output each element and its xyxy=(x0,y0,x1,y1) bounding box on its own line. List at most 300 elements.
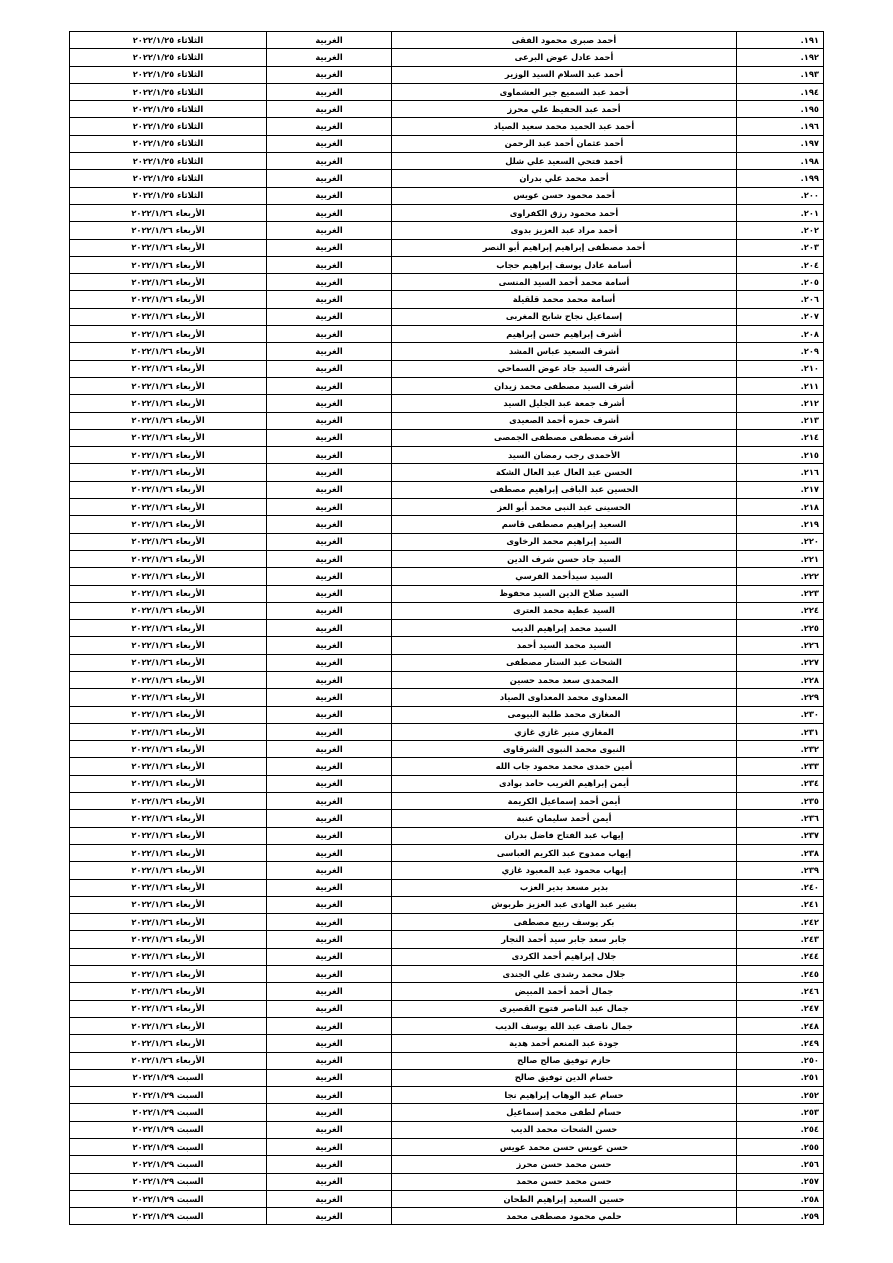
row-governorate: الغربية xyxy=(267,1087,392,1104)
table-row xyxy=(70,1052,824,1069)
row-number: ٢٠٦. xyxy=(737,291,824,308)
row-name: حسام الدين توفيق صالح xyxy=(392,1069,737,1086)
row-name: أحمد محمود رزق الكفراوى xyxy=(392,204,737,221)
table-row xyxy=(70,1017,824,1034)
table-row xyxy=(70,481,824,498)
names-table-body xyxy=(70,32,824,1225)
row-name: الشحات عبد الستار مصطفى xyxy=(392,654,737,671)
row-date: الأربعاء ٢٠٢٢/١/٢٦ xyxy=(70,671,267,688)
table-row xyxy=(70,83,824,100)
row-governorate: الغربية xyxy=(267,239,392,256)
row-date: الأربعاء ٢٠٢٢/١/٢٦ xyxy=(70,429,267,446)
row-governorate: الغربية xyxy=(267,1104,392,1121)
table-row xyxy=(70,862,824,879)
row-governorate: الغربية xyxy=(267,810,392,827)
row-number: ٢٤٤. xyxy=(737,948,824,965)
row-number: ٢٥٥. xyxy=(737,1139,824,1156)
row-name: جلال إبراهيم أحمد الكردى xyxy=(392,948,737,965)
row-date: الأربعاء ٢٠٢٢/١/٢٦ xyxy=(70,412,267,429)
row-date: الأربعاء ٢٠٢٢/١/٢٦ xyxy=(70,758,267,775)
row-date: الأربعاء ٢٠٢٢/١/٢٦ xyxy=(70,879,267,896)
row-date: السبت ٢٠٢٢/١/٢٩ xyxy=(70,1069,267,1086)
row-governorate: الغربية xyxy=(267,1121,392,1138)
row-name: إيهاب محمود عبد المعبود غازي xyxy=(392,862,737,879)
table-row xyxy=(70,204,824,221)
table-row xyxy=(70,447,824,464)
table-row xyxy=(70,239,824,256)
table-row xyxy=(70,620,824,637)
row-name: السيد سيدأحمد الفرسي xyxy=(392,568,737,585)
row-date: الأربعاء ٢٠٢٢/١/٢٦ xyxy=(70,481,267,498)
row-date: الأربعاء ٢٠٢٢/١/٢٦ xyxy=(70,723,267,740)
row-governorate: الغربية xyxy=(267,620,392,637)
table-row xyxy=(70,1000,824,1017)
row-name: المعداوى محمد المعداوى الصياد xyxy=(392,689,737,706)
row-name: حسن الشحات محمد الديب xyxy=(392,1121,737,1138)
row-number: ٢١٩. xyxy=(737,516,824,533)
row-date: الأربعاء ٢٠٢٢/١/٢٦ xyxy=(70,568,267,585)
table-row xyxy=(70,550,824,567)
row-governorate: الغربية xyxy=(267,83,392,100)
row-name: حسن محمد حسن محرز xyxy=(392,1156,737,1173)
row-governorate: الغربية xyxy=(267,844,392,861)
row-governorate: الغربية xyxy=(267,896,392,913)
row-governorate: الغربية xyxy=(267,395,392,412)
row-governorate: الغربية xyxy=(267,516,392,533)
row-date: الأربعاء ٢٠٢٢/١/٢٦ xyxy=(70,377,267,394)
table-row xyxy=(70,931,824,948)
table-row xyxy=(70,896,824,913)
row-number: ٢١٦. xyxy=(737,464,824,481)
row-governorate: الغربية xyxy=(267,1208,392,1225)
row-governorate: الغربية xyxy=(267,931,392,948)
row-number: ٢١٣. xyxy=(737,412,824,429)
row-number: ٢٥٩. xyxy=(737,1208,824,1225)
row-date: الأربعاء ٢٠٢٢/١/٢٦ xyxy=(70,447,267,464)
table-row xyxy=(70,308,824,325)
row-date: الأربعاء ٢٠٢٢/١/٢٦ xyxy=(70,1000,267,1017)
row-date: الأربعاء ٢٠٢٢/١/٢٦ xyxy=(70,395,267,412)
row-date: الثلاثاء ٢٠٢٢/١/٢٥ xyxy=(70,170,267,187)
row-number: ٢٤٨. xyxy=(737,1017,824,1034)
table-row xyxy=(70,758,824,775)
row-name: الحسن عبد العال عبد العال الشكة xyxy=(392,464,737,481)
row-date: الثلاثاء ٢٠٢٢/١/٢٥ xyxy=(70,32,267,49)
row-name: أشرف السيد جاد عوض السماحي xyxy=(392,360,737,377)
row-name: أحمد مصطفى إبراهيم إبراهيم أبو النصر xyxy=(392,239,737,256)
row-governorate: الغربية xyxy=(267,706,392,723)
row-number: ١٩٩. xyxy=(737,170,824,187)
row-date: السبت ٢٠٢٢/١/٢٩ xyxy=(70,1139,267,1156)
row-date: الأربعاء ٢٠٢٢/١/٢٦ xyxy=(70,775,267,792)
row-number: ٢٣٢. xyxy=(737,741,824,758)
row-name: جابر سعد جابر سيد أحمد النجار xyxy=(392,931,737,948)
table-row xyxy=(70,49,824,66)
table-row xyxy=(70,256,824,273)
row-date: الأربعاء ٢٠٢٢/١/٢٦ xyxy=(70,793,267,810)
row-governorate: الغربية xyxy=(267,602,392,619)
row-governorate: الغربية xyxy=(267,49,392,66)
table-row xyxy=(70,1035,824,1052)
row-date: الثلاثاء ٢٠٢٢/١/٢٥ xyxy=(70,49,267,66)
table-row xyxy=(70,516,824,533)
row-governorate: الغربية xyxy=(267,862,392,879)
row-governorate: الغربية xyxy=(267,827,392,844)
row-governorate: الغربية xyxy=(267,464,392,481)
row-number: ٢٥٨. xyxy=(737,1190,824,1207)
row-name: جمال أحمد أحمد المبيض xyxy=(392,983,737,1000)
row-date: الأربعاء ٢٠٢٢/١/٢٦ xyxy=(70,1017,267,1034)
row-number: ٢٥٠. xyxy=(737,1052,824,1069)
table-row xyxy=(70,412,824,429)
row-date: السبت ٢٠٢٢/١/٢٩ xyxy=(70,1156,267,1173)
table-row xyxy=(70,1190,824,1207)
row-number: ١٩٧. xyxy=(737,135,824,152)
row-number: ٢٢٨. xyxy=(737,671,824,688)
table-row xyxy=(70,914,824,931)
table-row xyxy=(70,101,824,118)
table-row xyxy=(70,1156,824,1173)
row-number: ٢٢٧. xyxy=(737,654,824,671)
row-number: ٢٠٥. xyxy=(737,274,824,291)
row-name: حلمي محمود مصطفى محمد xyxy=(392,1208,737,1225)
row-name: السيد صلاح الدين السيد محفوظ xyxy=(392,585,737,602)
row-date: الأربعاء ٢٠٢٢/١/٢٦ xyxy=(70,741,267,758)
row-governorate: الغربية xyxy=(267,66,392,83)
row-number: ٢٣٤. xyxy=(737,775,824,792)
row-governorate: الغربية xyxy=(267,447,392,464)
row-name: بكر يوسف ربيع مصطفى xyxy=(392,914,737,931)
row-date: الأربعاء ٢٠٢٢/١/٢٦ xyxy=(70,516,267,533)
table-row xyxy=(70,879,824,896)
row-governorate: الغربية xyxy=(267,654,392,671)
row-number: ١٩٣. xyxy=(737,66,824,83)
row-name: حسين السعيد إبراهيم الطحان xyxy=(392,1190,737,1207)
table-row xyxy=(70,671,824,688)
row-number: ٢٠٠. xyxy=(737,187,824,204)
row-name: بدير مسعد بدير العزب xyxy=(392,879,737,896)
row-name: جودة عبد المنعم أحمد هدية xyxy=(392,1035,737,1052)
table-row xyxy=(70,948,824,965)
row-date: الثلاثاء ٢٠٢٢/١/٢٥ xyxy=(70,101,267,118)
table-row xyxy=(70,377,824,394)
row-date: الأربعاء ٢٠٢٢/١/٢٦ xyxy=(70,948,267,965)
row-governorate: الغربية xyxy=(267,948,392,965)
row-number: ٢٢٤. xyxy=(737,602,824,619)
row-date: الأربعاء ٢٠٢٢/١/٢٦ xyxy=(70,862,267,879)
table-row xyxy=(70,32,824,49)
row-date: الأربعاء ٢٠٢٢/١/٢٦ xyxy=(70,533,267,550)
table-row xyxy=(70,135,824,152)
row-date: الأربعاء ٢٠٢٢/١/٢٦ xyxy=(70,966,267,983)
row-name: المغازى محمد طلبة البيومى xyxy=(392,706,737,723)
row-number: ٢٣٩. xyxy=(737,862,824,879)
row-number: ٢٥٤. xyxy=(737,1121,824,1138)
row-governorate: الغربية xyxy=(267,135,392,152)
row-number: ٢٢٠. xyxy=(737,533,824,550)
table-row xyxy=(70,395,824,412)
table-row xyxy=(70,966,824,983)
row-name: أحمد محمد علي بدران xyxy=(392,170,737,187)
row-date: الأربعاء ٢٠٢٢/١/٢٦ xyxy=(70,585,267,602)
table-row xyxy=(70,637,824,654)
row-name: السيد إبراهيم محمد الرخاوى xyxy=(392,533,737,550)
table-row xyxy=(70,499,824,516)
row-number: ٢٠١. xyxy=(737,204,824,221)
row-date: الثلاثاء ٢٠٢٢/١/٢٥ xyxy=(70,187,267,204)
row-date: الأربعاء ٢٠٢٢/١/٢٦ xyxy=(70,204,267,221)
row-number: ١٩٨. xyxy=(737,153,824,170)
row-governorate: الغربية xyxy=(267,187,392,204)
row-name: حسن محمد حسن محمد xyxy=(392,1173,737,1190)
row-name: أحمد فتحي السعيد علي شلل xyxy=(392,153,737,170)
row-date: الأربعاء ٢٠٢٢/١/٢٦ xyxy=(70,360,267,377)
row-name: أسامة عادل يوسف إبراهيم حجاب xyxy=(392,256,737,273)
row-name: إسماعيل نجاح شابح المغربى xyxy=(392,308,737,325)
row-date: الأربعاء ٢٠٢٢/١/٢٦ xyxy=(70,274,267,291)
row-date: الأربعاء ٢٠٢٢/١/٢٦ xyxy=(70,239,267,256)
row-date: السبت ٢٠٢٢/١/٢٩ xyxy=(70,1173,267,1190)
table-row xyxy=(70,793,824,810)
row-date: السبت ٢٠٢٢/١/٢٩ xyxy=(70,1190,267,1207)
row-date: الثلاثاء ٢٠٢٢/١/٢٥ xyxy=(70,66,267,83)
row-name: جلال محمد رشدى علي الجندى xyxy=(392,966,737,983)
row-name: أيمن أحمد إسماعيل الكريمة xyxy=(392,793,737,810)
row-date: الأربعاء ٢٠٢٢/١/٢٦ xyxy=(70,810,267,827)
row-governorate: الغربية xyxy=(267,308,392,325)
row-number: ٢٤٦. xyxy=(737,983,824,1000)
table-row xyxy=(70,810,824,827)
row-name: المحمدى سعد محمد حسين xyxy=(392,671,737,688)
row-number: ٢٠٧. xyxy=(737,308,824,325)
row-governorate: الغربية xyxy=(267,1156,392,1173)
row-number: ٢٢٣. xyxy=(737,585,824,602)
row-date: الثلاثاء ٢٠٢٢/١/٢٥ xyxy=(70,153,267,170)
row-number: ٢٣٠. xyxy=(737,706,824,723)
row-name: أسامة محمد أحمد السيد المنسى xyxy=(392,274,737,291)
row-number: ٢١٧. xyxy=(737,481,824,498)
row-number: ٢١١. xyxy=(737,377,824,394)
row-number: ٢٠٤. xyxy=(737,256,824,273)
row-date: الأربعاء ٢٠٢٢/١/٢٦ xyxy=(70,464,267,481)
row-name: السيد محمد السيد أحمد xyxy=(392,637,737,654)
table-row xyxy=(70,170,824,187)
row-governorate: الغربية xyxy=(267,1017,392,1034)
row-governorate: الغربية xyxy=(267,1173,392,1190)
row-number: ٢٥٢. xyxy=(737,1087,824,1104)
table-row xyxy=(70,66,824,83)
row-governorate: الغربية xyxy=(267,153,392,170)
row-governorate: الغربية xyxy=(267,481,392,498)
row-governorate: الغربية xyxy=(267,256,392,273)
row-number: ٢٤٧. xyxy=(737,1000,824,1017)
row-governorate: الغربية xyxy=(267,550,392,567)
row-governorate: الغربية xyxy=(267,723,392,740)
row-name: أحمد عبد الحميد محمد سعيد الصياد xyxy=(392,118,737,135)
table-row xyxy=(70,153,824,170)
table-row xyxy=(70,585,824,602)
row-name: حازم توفيق صالح صالح xyxy=(392,1052,737,1069)
row-date: الأربعاء ٢٠٢٢/١/٢٦ xyxy=(70,706,267,723)
row-date: الأربعاء ٢٠٢٢/١/٢٦ xyxy=(70,983,267,1000)
row-governorate: الغربية xyxy=(267,499,392,516)
row-governorate: الغربية xyxy=(267,101,392,118)
table-row xyxy=(70,1173,824,1190)
table-row xyxy=(70,1069,824,1086)
row-governorate: الغربية xyxy=(267,533,392,550)
row-date: الأربعاء ٢٠٢٢/١/٢٦ xyxy=(70,1035,267,1052)
row-date: الأربعاء ٢٠٢٢/١/٢٦ xyxy=(70,222,267,239)
table-row xyxy=(70,844,824,861)
row-date: الأربعاء ٢٠٢٢/١/٢٦ xyxy=(70,844,267,861)
row-governorate: الغربية xyxy=(267,204,392,221)
row-name: حسام لطفى محمد إسماعيل xyxy=(392,1104,737,1121)
row-number: ١٩٥. xyxy=(737,101,824,118)
row-number: ٢٢٩. xyxy=(737,689,824,706)
row-number: ٢٠٨. xyxy=(737,326,824,343)
row-name: أشرف جمعة عبد الجليل السيد xyxy=(392,395,737,412)
row-date: الأربعاء ٢٠٢٢/١/٢٦ xyxy=(70,654,267,671)
table-row xyxy=(70,291,824,308)
row-name: أيمن إبراهيم الغريب حامد بوادى xyxy=(392,775,737,792)
table-row xyxy=(70,1104,824,1121)
row-governorate: الغربية xyxy=(267,793,392,810)
row-number: ٢١٢. xyxy=(737,395,824,412)
row-governorate: الغربية xyxy=(267,966,392,983)
row-number: ٢١٠. xyxy=(737,360,824,377)
row-governorate: الغربية xyxy=(267,377,392,394)
table-row xyxy=(70,464,824,481)
row-governorate: الغربية xyxy=(267,360,392,377)
row-name: جمال عبد الناصر فتوح القصيرى xyxy=(392,1000,737,1017)
row-governorate: الغربية xyxy=(267,758,392,775)
row-name: أشرف السعيد عباس المشد xyxy=(392,343,737,360)
table-row xyxy=(70,827,824,844)
row-date: السبت ٢٠٢٢/١/٢٩ xyxy=(70,1104,267,1121)
table-row xyxy=(70,118,824,135)
row-name: السيد محمد إبراهيم الديب xyxy=(392,620,737,637)
row-number: ٢٢٥. xyxy=(737,620,824,637)
table-row xyxy=(70,654,824,671)
row-number: ٢٥٦. xyxy=(737,1156,824,1173)
row-date: الأربعاء ٢٠٢٢/١/٢٦ xyxy=(70,291,267,308)
row-name: المغازي منير غازي غازي xyxy=(392,723,737,740)
row-governorate: الغربية xyxy=(267,983,392,1000)
row-number: ٢٥٧. xyxy=(737,1173,824,1190)
row-number: ٢٤٣. xyxy=(737,931,824,948)
row-name: أشرف مصطفى مصطفى الجمصى xyxy=(392,429,737,446)
row-name: الأحمدى رجب رمضان السيد xyxy=(392,447,737,464)
row-date: الأربعاء ٢٠٢٢/١/٢٦ xyxy=(70,343,267,360)
row-name: أحمد عبد الحفيظ علي محرز xyxy=(392,101,737,118)
row-number: ٢٣٦. xyxy=(737,810,824,827)
row-governorate: الغربية xyxy=(267,170,392,187)
row-name: السيد عطية محمد العترى xyxy=(392,602,737,619)
row-governorate: الغربية xyxy=(267,118,392,135)
row-name: السيد جاد حسن شرف الدين xyxy=(392,550,737,567)
row-governorate: الغربية xyxy=(267,343,392,360)
row-number: ٢٣٥. xyxy=(737,793,824,810)
table-row xyxy=(70,429,824,446)
row-governorate: الغربية xyxy=(267,879,392,896)
row-name: أيمن أحمد سليمان عنبة xyxy=(392,810,737,827)
row-number: ١٩٢. xyxy=(737,49,824,66)
row-name: جمال ناصف عبد الله يوسف الديب xyxy=(392,1017,737,1034)
row-date: الأربعاء ٢٠٢٢/١/٢٦ xyxy=(70,637,267,654)
row-date: الأربعاء ٢٠٢٢/١/٢٦ xyxy=(70,896,267,913)
row-date: الأربعاء ٢٠٢٢/١/٢٦ xyxy=(70,931,267,948)
row-governorate: الغربية xyxy=(267,689,392,706)
row-governorate: الغربية xyxy=(267,412,392,429)
row-name: أمين حمدى محمد محمود جاب الله xyxy=(392,758,737,775)
row-date: الأربعاء ٢٠٢٢/١/٢٦ xyxy=(70,256,267,273)
row-number: ٢٢١. xyxy=(737,550,824,567)
table-row xyxy=(70,689,824,706)
table-row xyxy=(70,723,824,740)
row-number: ٢٣٨. xyxy=(737,844,824,861)
row-number: ٢٥١. xyxy=(737,1069,824,1086)
row-governorate: الغربية xyxy=(267,326,392,343)
table-row xyxy=(70,533,824,550)
row-name: أحمد عادل عوض البرعى xyxy=(392,49,737,66)
row-number: ٢٥٣. xyxy=(737,1104,824,1121)
row-name: أشرف إبراهيم حسن إبراهيم xyxy=(392,326,737,343)
table-row xyxy=(70,1121,824,1138)
table-row xyxy=(70,274,824,291)
table-row xyxy=(70,360,824,377)
row-number: ٢٠٢. xyxy=(737,222,824,239)
row-date: الثلاثاء ٢٠٢٢/١/٢٥ xyxy=(70,135,267,152)
row-number: ٢٤٥. xyxy=(737,966,824,983)
row-governorate: الغربية xyxy=(267,291,392,308)
row-name: السعيد إبراهيم مصطفى قاسم xyxy=(392,516,737,533)
row-number: ٢٢٢. xyxy=(737,568,824,585)
row-date: الأربعاء ٢٠٢٢/١/٢٦ xyxy=(70,914,267,931)
table-row xyxy=(70,983,824,1000)
row-name: أحمد عبد السلام السيد الوزير xyxy=(392,66,737,83)
table-row xyxy=(70,187,824,204)
row-name: أسامة محمد محمد قلقيلة xyxy=(392,291,737,308)
row-number: ١٩٤. xyxy=(737,83,824,100)
row-governorate: الغربية xyxy=(267,568,392,585)
row-date: الأربعاء ٢٠٢٢/١/٢٦ xyxy=(70,326,267,343)
row-governorate: الغربية xyxy=(267,1052,392,1069)
row-governorate: الغربية xyxy=(267,1000,392,1017)
row-governorate: الغربية xyxy=(267,274,392,291)
row-name: الحسينى عبد النبى محمد أبو العز xyxy=(392,499,737,516)
table-row xyxy=(70,1208,824,1225)
row-number: ٢٣١. xyxy=(737,723,824,740)
row-date: الأربعاء ٢٠٢٢/١/٢٦ xyxy=(70,308,267,325)
row-name: حسام عبد الوهاب إبراهيم نجا xyxy=(392,1087,737,1104)
row-date: الثلاثاء ٢٠٢٢/١/٢٥ xyxy=(70,118,267,135)
row-date: السبت ٢٠٢٢/١/٢٩ xyxy=(70,1208,267,1225)
table-row xyxy=(70,602,824,619)
row-name: أحمد عثمان أحمد عبد الرحمن xyxy=(392,135,737,152)
row-number: ١٩١. xyxy=(737,32,824,49)
row-governorate: الغربية xyxy=(267,775,392,792)
row-number: ٢٤٩. xyxy=(737,1035,824,1052)
row-date: الأربعاء ٢٠٢٢/١/٢٦ xyxy=(70,689,267,706)
row-number: ٢٤١. xyxy=(737,896,824,913)
row-name: حسن عويس حسن محمد عويس xyxy=(392,1139,737,1156)
row-date: السبت ٢٠٢٢/١/٢٩ xyxy=(70,1087,267,1104)
names-table xyxy=(69,31,824,1225)
row-name: الحسين عبد الباقى إبراهيم مصطفى xyxy=(392,481,737,498)
row-governorate: الغربية xyxy=(267,429,392,446)
row-number: ٢٢٦. xyxy=(737,637,824,654)
row-governorate: الغربية xyxy=(267,1035,392,1052)
